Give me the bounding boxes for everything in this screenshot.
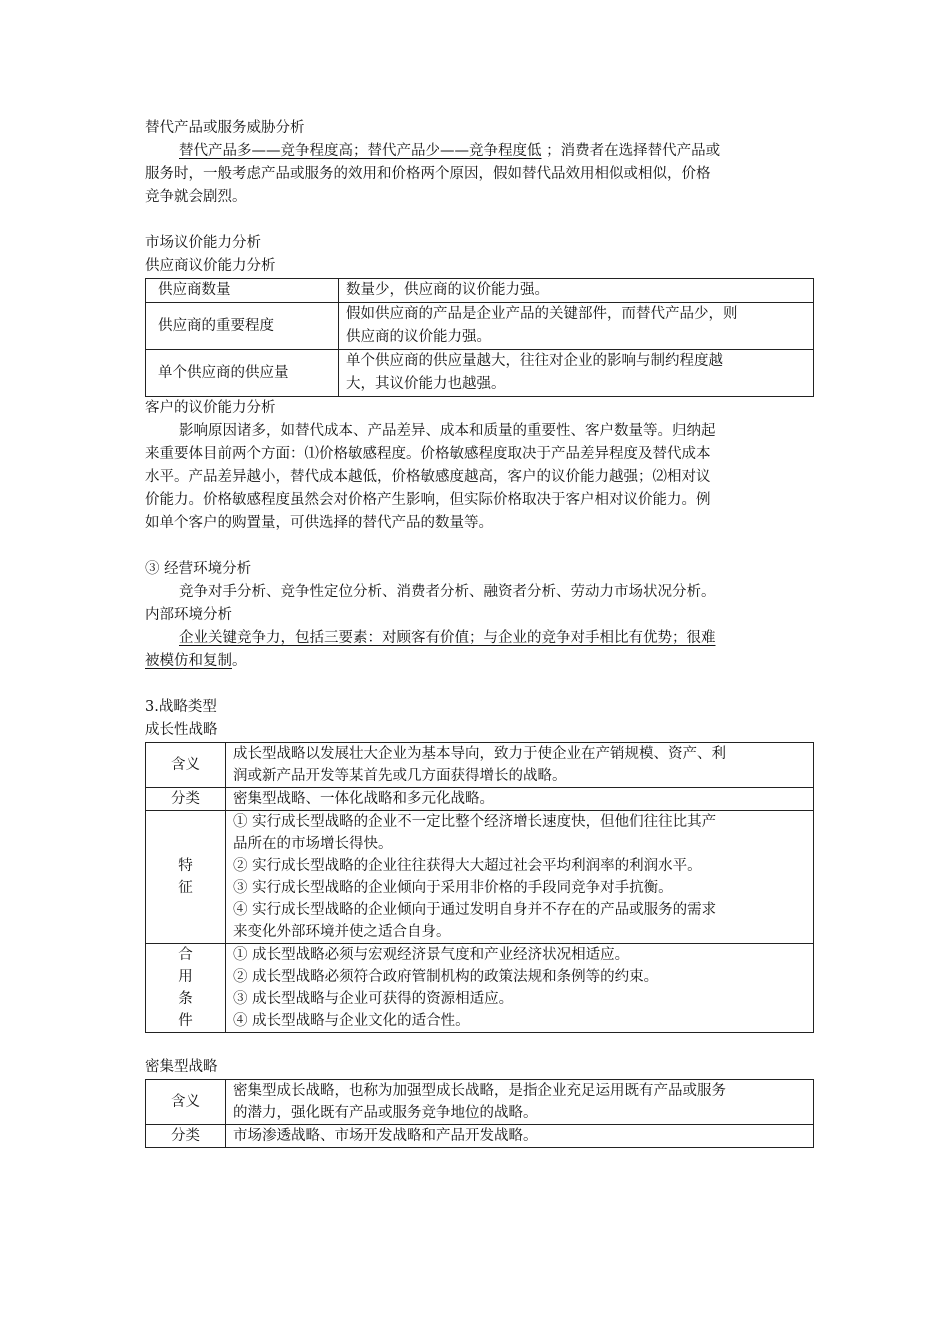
spacer — [145, 535, 813, 558]
customer-paragraph-line: 价能力。价格敏感程度虽然会对价格产生影响，但实际价格取决于客户相对议价能力。例 — [145, 492, 711, 508]
features-cell: ① 实行成长型战略的企业不一定比整个经济增长速度快，但他们往往比其产 品所在的市场增长得快。 ② 实行成长型战略的企业往往获得大大超过社会平均利润率的利润水平。 ③ 实行成长型战略的企业倾向于采用非价格的手段同竞争对手抗衡。 ④ 实行成长型战略的企业倾向于通过发明自身并不存在的产品或服务的需求 来变化外部环境并使之适合自身。 — [226, 811, 814, 944]
conditions-label-cell: 合 用 条 件 — [146, 944, 226, 1033]
table-row — [146, 811, 814, 944]
supplier-desc-cell: 单个供应商的供应量越大，往往对企业的影响与制约程度越 大，其议价能力也越强。 — [339, 350, 814, 397]
supplier-label-cell: 单个供应商的供应量 — [146, 350, 339, 397]
substitute-paragraph-line-3: 竞争就会剧烈。 — [145, 189, 247, 205]
section-heading-operating-env: ③ 经营环境分析 — [145, 561, 252, 577]
meaning-cell: 密集型成长战略，也称为加强型成长战略，是指企业充足运用既有产品或服务 的潜力，强化既有产品或服务竞争地位的战略。 — [226, 1080, 814, 1125]
supplier-desc-cell: 假如供应商的产品是企业产品的关键部件，而替代产品少，则 供应商的议价能力强。 — [339, 303, 814, 350]
meaning-cell: 成长型战略以发展壮大企业为基本导向，致力于使企业在产销规模、资产、利 润或新产品开发等某首先或几方面获得增长的战略。 — [226, 743, 814, 788]
supplier-desc-cell: 数量少，供应商的议价能力强。 — [339, 279, 814, 303]
customer-paragraph-line: 如单个客户的购置量，可供选择的替代产品的数量等。 — [145, 515, 493, 531]
substitute-paragraph-line-2: 服务时，一般考虑产品或服务的效用和价格两个原因，假如替代品效用相似或相似，价格 — [145, 166, 711, 182]
table-row — [146, 1125, 814, 1148]
supplier-table — [145, 278, 814, 397]
internal-env-line-1: 企业关键竞争力，包括三要素：对顾客有价值；与企业的竞争对手相比有优势；很难 — [179, 630, 716, 646]
meaning-label-cell: 含义 — [146, 743, 226, 788]
table-row — [146, 788, 814, 811]
section-heading-bargaining: 市场议价能力分析 — [145, 235, 261, 251]
category-cell: 密集型战略、一体化战略和多元化战略。 — [226, 788, 814, 811]
table-row — [146, 303, 814, 350]
table-row — [146, 1080, 814, 1125]
growth-strategy-heading: 成长性战略 — [145, 722, 218, 738]
section-heading-substitute: 替代产品或服务威胁分析 — [145, 120, 305, 136]
intensive-strategy-heading: 密集型战略 — [145, 1059, 218, 1075]
category-label-cell: 分类 — [146, 1125, 226, 1148]
table-row — [146, 279, 814, 303]
supplier-label-cell: 供应商的重要程度 — [146, 303, 339, 350]
spacer — [145, 1033, 813, 1056]
customer-paragraph-line: 来重要体目前两个方面：⑴价格敏感程度。价格敏感程度取决于产品差异程度及替代成本 — [145, 446, 711, 462]
table-row — [146, 944, 814, 1033]
customer-paragraph-line: 水平。产品差异越小，替代成本越低，价格敏感度越高，客户的议价能力越强；⑵相对议 — [145, 469, 711, 485]
document-content — [145, 117, 813, 1148]
spacer — [145, 209, 813, 232]
customer-heading: 客户的议价能力分析 — [145, 400, 276, 416]
substitute-paragraph-line-1: 替代产品多——竞争程度高；替代产品少——竞争程度低 ；消费者在选择替代产品或 — [179, 143, 721, 159]
growth-strategy-table — [145, 742, 814, 1033]
category-label-cell: 分类 — [146, 788, 226, 811]
supplier-heading: 供应商议价能力分析 — [145, 258, 276, 274]
meaning-label-cell: 含义 — [146, 1080, 226, 1125]
internal-env-line-2: 被模仿和复制。 — [145, 653, 247, 669]
customer-paragraph-line: 影响原因诸多，如替代成本、产品差异、成本和质量的重要性、客户数量等。归纳起 — [179, 423, 716, 439]
intensive-strategy-table — [145, 1079, 814, 1148]
features-label-cell: 特 征 — [146, 811, 226, 944]
table-row — [146, 350, 814, 397]
supplier-label-cell: 供应商数量 — [146, 279, 339, 303]
category-cell: 市场渗透战略、市场开发战略和产品开发战略。 — [226, 1125, 814, 1148]
table-row — [146, 743, 814, 788]
section-heading-internal-env: 内部环境分析 — [145, 607, 232, 623]
conditions-cell: ① 成长型战略必须与宏观经济景气度和产业经济状况相适应。 ② 成长型战略必须符合政府管制机构的政策法规和条例等的约束。 ③ 成长型战略与企业可获得的资源相适应。 ④ 成长型战略与企业文化的适合性。 — [226, 944, 814, 1033]
operating-env-text: 竞争对手分析、竞争性定位分析、消费者分析、融资者分析、劳动力市场状况分析。 — [179, 584, 716, 600]
section-heading-strategy-types: 3.战略类型 — [145, 699, 217, 715]
substitute-underlined-text: 替代产品多——竞争程度高；替代产品少——竞争程度低 — [179, 143, 542, 159]
spacer — [145, 673, 813, 696]
